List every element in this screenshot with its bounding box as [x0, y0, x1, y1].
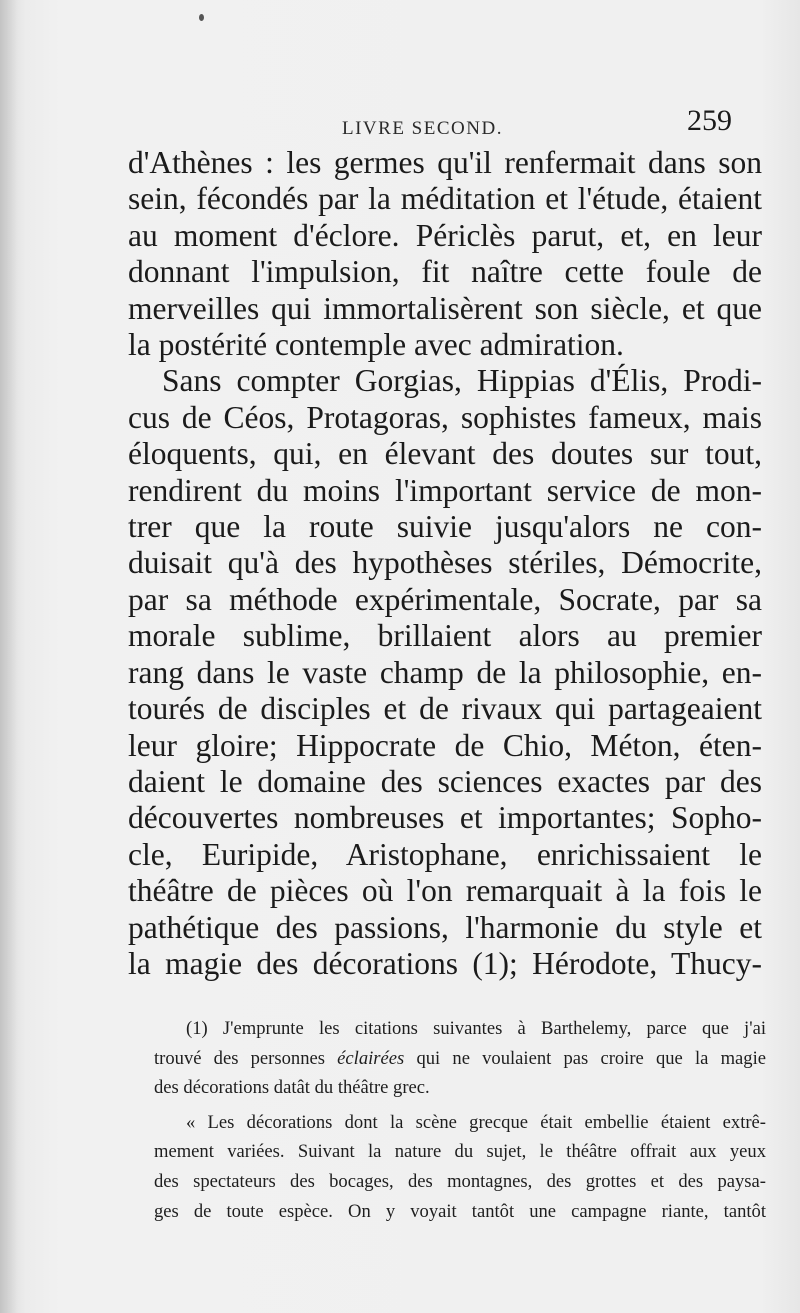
text-line: tourés de disciples et de rivaux qui partageaient: [128, 691, 762, 727]
text-line: cus de Céos, Protagoras, sophistes fameux, mais: [128, 399, 762, 435]
text-line: au moment d'éclore. Périclès parut, et, en leur: [128, 217, 762, 253]
binding-shadow: [0, 0, 18, 1313]
running-title: LIVRE SECOND.: [342, 118, 503, 139]
text-line: par sa méthode expérimentale, Socrate, par sa: [128, 581, 762, 617]
text-line: donnant l'impulsion, fit naître cette foule de: [128, 254, 762, 290]
text-line: Sans compter Gorgias, Hippias d'Élis, Prodi-: [162, 363, 762, 399]
text-line: cle, Euripide, Aristophane, enrichissaient le: [128, 836, 762, 872]
text-line: la magie des décorations (1); Hérodote, Thucy-: [128, 945, 762, 981]
footnote-line: « Les décorations dont la scène grecque était embellie étaient extrê-: [186, 1111, 766, 1133]
main-text: [128, 145, 762, 982]
footnote-line: [154, 1044, 766, 1074]
ink-speck: [199, 14, 204, 21]
footnotes: [154, 1014, 766, 1226]
footnote-text: trouvé des personnes: [154, 1047, 338, 1069]
text-line: duisait qu'à des hypothèses stériles, Démocrite,: [128, 545, 762, 581]
footnote-quote: [154, 1108, 766, 1226]
text-line: éloquents, qui, en élevant des doutes sur tout,: [128, 436, 762, 472]
footnote-line: des décorations datât du théâtre grec.: [154, 1077, 430, 1099]
footnote-line: ges de toute espèce. On y voyait tantôt une campagne riante, tantôt: [154, 1200, 766, 1222]
page-number: 259: [687, 104, 732, 137]
footnote-line: (1) J'emprunte les citations suivantes à Barthelemy, parce que j'ai: [186, 1018, 766, 1039]
text-line: théâtre de pièces où l'on remarquait à la fois le: [128, 873, 762, 909]
footnote-line: mement variées. Suivant la nature du sujet, le théâtre offrait aux yeux: [154, 1141, 766, 1163]
text-line: d'Athènes : les germes qu'il renfermait dans son: [128, 145, 762, 180]
paragraph-2: [128, 363, 762, 982]
text-line: pathétique des passions, l'harmonie du style et: [128, 909, 762, 945]
text-line: trer que la route suivie jusqu'alors ne con-: [128, 509, 762, 545]
footnote-italic-word: éclairées: [337, 1047, 405, 1069]
footnote-text: qui ne voulaient pas croire que la magie: [404, 1047, 767, 1069]
footnote-1: [154, 1014, 766, 1103]
text-line: leur gloire; Hippocrate de Chio, Méton, éten-: [128, 727, 762, 763]
footnote-line: des spectateurs des bocages, des montagnes, des grottes et des paysa-: [154, 1170, 766, 1192]
text-line: découvertes nombreuses et importantes; Sopho-: [128, 800, 762, 836]
paragraph-1: [128, 145, 762, 363]
text-line: morale sublime, brillaient alors au premier: [128, 618, 762, 654]
text-line: sein, fécondés par la méditation et l'étude, étaient: [128, 181, 762, 217]
text-line: daient le domaine des sciences exactes par des: [128, 763, 762, 799]
text-line: rendirent du moins l'important service de mon-: [128, 472, 762, 508]
text-line: la postérité contemple avec admiration.: [128, 327, 624, 363]
page-header: [130, 104, 740, 144]
text-line: merveilles qui immortalisèrent son siècle, et que: [128, 290, 762, 326]
text-line: rang dans le vaste champ de la philosophie, en-: [128, 654, 762, 690]
